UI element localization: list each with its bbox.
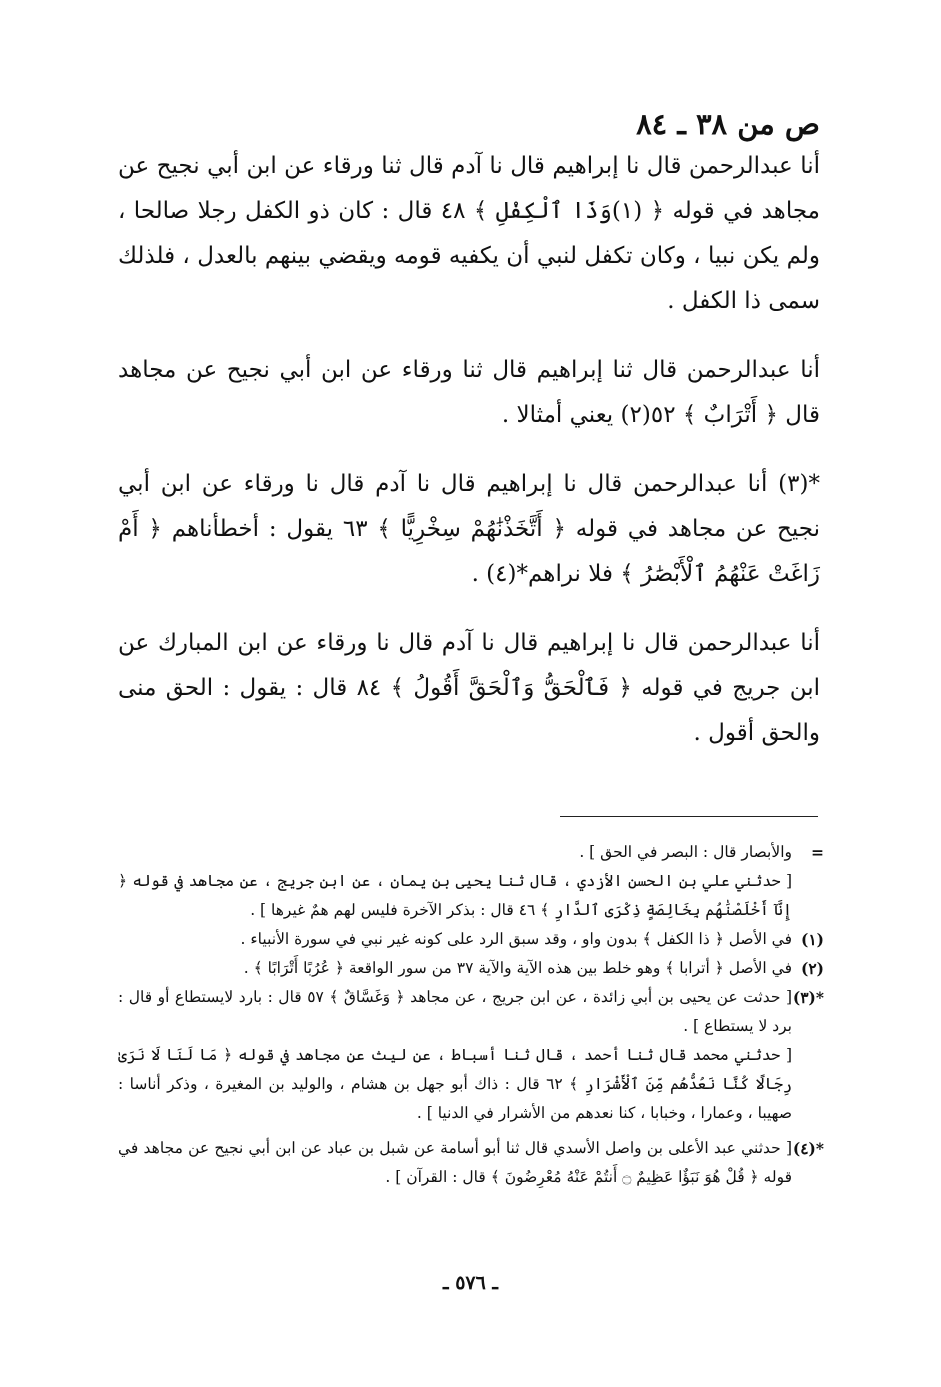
footnote-text: في الأصل ﴿ ذا الكفل ﴾ بدون واو ، وقد سبق الرد على كونه غير نبي في سورة الأنبياء .: [240, 930, 792, 948]
footnote-text: [ حدثني عبد الأعلى بن واصل الأسدي قال ثنا أبو أسامة عن شبل بن عباد عن ابن أبي نجيح عن مجاهد في قوله ﴿ قُلْ هُوَ نَبَؤٌا عَظِيمٌ ۝ أَنتُمْ عَنْهُ مُعْرِضُونَ ﴾ قال : القرآن ] .: [118, 1139, 792, 1186]
footnote-separator: [560, 816, 818, 817]
footnote-mark: (١): [800, 930, 824, 949]
main-text: [118, 144, 820, 780]
footnote-text: [ حدثني محمد قال ثنا أحمد ، قال ثنا أسباط ، عن ليث عن مجاهد في قوله ﴿ مَا لَنَا لَا نَرَىٰ رِجَالًا كُنَّا نَعُدُّهُم مِّنَ ٱلْأَشْرَارِ ﴾ ٦٢ قال : ذاك أبو جهل بن هشام ، والوليد بن المغيرة ، وذكر أناسا : صهيبا ، وعمارا ، وخبابا ، كنا نعدهم من الأشرار في الدنيا ] .: [118, 1046, 792, 1122]
footnote-text: والأبصار قال : البصر في الحق ] .: [579, 843, 792, 861]
footnote-continuation: [118, 838, 824, 867]
footnote-mark: =: [811, 843, 824, 862]
footnotes: [118, 838, 824, 1192]
footnote-mark: (٢): [800, 959, 824, 978]
paragraph-3: *(٣) أنا عبدالرحمن قال نا إبراهيم قال نا آدم قال نا ورقاء عن ابن أبي نجيح عن مجاهد في قوله ﴿ أَتَّخَذْنَٰهُمْ سِخْرِيًّا ﴾ ٦٣ يقول : أخطأناهم ﴿ أَمْ زَاغَتْ عَنْهُمُ ٱلْأَبْصَٰرُ ﴾ فلا نراهم*(٤) .: [118, 471, 821, 587]
running-header: ص من ٣٨ ـ ٨٤: [636, 107, 820, 141]
footnote-2: [118, 954, 824, 983]
footnote-1: [118, 925, 824, 954]
footnote-mark: *(٣): [792, 988, 824, 1007]
paragraph-2: أنا عبدالرحمن قال ثنا إبراهيم قال ثنا ورقاء عن ابن أبي نجيح عن مجاهد قال ﴿ أَتْرَابٌ ﴾ ٥٢(٢) يعني أمثالا .: [118, 357, 820, 428]
footnote-addendum: [118, 867, 824, 925]
paragraph-1: أنا عبدالرحمن قال نا إبراهيم قال نا آدم قال ثنا ورقاء عن ابن أبي نجيح عن مجاهد في قوله ﴿ (١)وَذَا ٱلْكِفْلِ ﴾ ٤٨ قال : كان ذو الكفل رجلا صالحا ، ولم يكن نبيا ، وكان تكفل لنبي أن يكفيه قومه ويقضي بينهم بالعدل ، فلذلك سمى ذا الكفل .: [118, 153, 820, 314]
footnote-4: [118, 1134, 824, 1192]
paragraph-4: أنا عبدالرحمن قال نا إبراهيم قال نا آدم قال نا ورقاء عن ابن المبارك عن ابن جريج في قوله ﴿ فَٱلْحَقُّ وَٱلْحَقَّ أَقُولُ ﴾ ٨٤ قال : يقول : الحق منى والحق أقول .: [118, 630, 820, 746]
footnote-mark: *(٤): [792, 1139, 824, 1158]
footnote-3-addendum: [118, 1041, 824, 1128]
footnote-text: في الأصل ﴿ أترابا ﴾ وهو خلط بين هذه الآية والآية ٣٧ من سور الواقعة ﴿ عُرُبًا أَتْرَابًا ﴾ .: [243, 959, 792, 977]
footnote-text: [ حدثني علي بن الحسن الأزدي ، قال ثنا يحيى بن يمان ، عن ابن جريج ، عن مجاهد في قوله ﴿ إِنَّآ أَخْلَصْنَٰهُم بِخَالِصَةٍ ذِكْرَى ٱلدَّارِ ﴾ ٤٦ قال : بذكر الآخرة فليس لهم همٌ غيرها ] .: [118, 872, 792, 919]
page-number: ـ ٥٧٦ ـ: [443, 1272, 498, 1294]
footnote-text: [ حدثت عن يحيى بن أبي زائدة ، عن ابن جريج ، عن مجاهد ﴿ وَغَسَّاقٌ ﴾ ٥٧ قال : بارد لايستطاع أو قال : برد لا يستطاع ] .: [118, 988, 792, 1035]
footnote-3: [118, 983, 824, 1041]
